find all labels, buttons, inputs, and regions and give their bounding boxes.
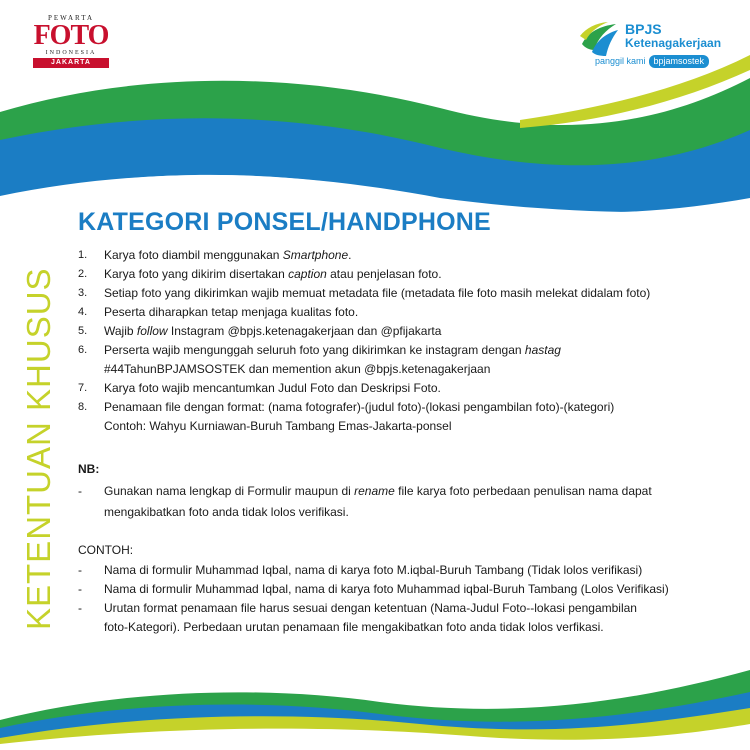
rule-number: 7. [78,382,88,394]
contoh-item-text: Nama di formulir Muhammad Iqbal, nama di karya foto M.iqbal-Buruh Tambang (Tidak lolos verifikasi) [104,563,643,577]
rule-text: Wajib follow Instagram @bpjs.ketenagakerjaan dan @pfijakarta [104,324,442,338]
side-title-vertical: KETENTUAN KHUSUS [20,267,57,630]
rule-number: 5. [78,325,88,337]
page-title: KATEGORI PONSEL/HANDPHONE [78,208,491,236]
contoh-item [78,561,718,580]
rule-item [78,379,718,398]
rule-number: 2. [78,268,88,280]
rule-number: 6. [78,344,88,356]
rule-text: Setiap foto yang dikirimkan wajib memuat metadata file (metadata file foto masih melekat didalam foto) [104,286,651,300]
nb-list [78,481,718,523]
nb-label: NB: [78,462,100,476]
rule-item [78,322,718,341]
contoh-item [78,580,718,599]
bullet-dash: - [78,582,82,596]
rule-item [78,284,718,303]
bpjs-tagline [595,54,709,68]
bpjs-leaf-icon [578,18,622,58]
bullet-dash: - [78,484,82,498]
rule-item [78,341,718,379]
rule-number: 1. [78,249,88,261]
rule-text: Karya foto diambil menggunakan Smartphone. [104,248,352,262]
contoh-item-text: Nama di formulir Muhammad Iqbal, nama di karya foto Muhammad iqbal-Buruh Tambang (Lolos Verifikasi) [104,582,669,596]
rule-item [78,398,718,436]
contoh-list [78,561,718,637]
bullet-dash: - [78,563,82,577]
logo-foto-mid-text: INDONESIA [45,50,97,56]
nb-item-text: Gunakan nama lengkap di Formulir maupun di rename file karya foto perbedaan penulisan nama dapat mengakibatkan foto anda tidak lolos verifikasi. [104,484,652,519]
logo-foto-city: JAKARTA [33,58,109,68]
rule-text: Perserta wajib mengunggah seluruh foto yang dikirimkan ke instagram dengan hastag #44TahunBPJAMSOSTEK dan memention akun @bpjs.ketenagakerjaan [104,343,561,376]
rule-number: 8. [78,401,88,413]
nb-item [78,481,718,523]
pewarta-foto-logo [33,14,109,70]
rule-item [78,265,718,284]
bpjs-name-line1: BPJS [625,21,662,37]
rule-text: Penamaan file dengan format: (nama fotografer)-(judul foto)-(lokasi pengambilan foto)-(kategori) Contoh: Wahyu Kurniawan-Buruh Tambang Emas-Jakarta-ponsel [104,400,615,433]
logo-foto-main-text: FOTO [33,20,109,51]
contoh-label: CONTOH: [78,543,134,557]
bpjs-tagline-pill: bpjamsostek [649,55,710,68]
rule-number: 4. [78,306,88,318]
rule-text: Karya foto wajib mencantumkan Judul Foto dan Deskripsi Foto. [104,381,441,395]
bpjs-name-line2: Ketenagakerjaan [625,36,722,50]
rules-list [78,246,718,436]
rule-item [78,303,718,322]
rule-text: Peserta diharapkan tetap menjaga kualitas foto. [104,305,359,319]
rule-number: 3. [78,287,88,299]
rule-text: Karya foto yang dikirim disertakan caption atau penjelasan foto. [104,267,442,281]
contoh-item-text: Urutan format penamaan file harus sesuai dengan ketentuan (Nama-Judul Foto--lokasi pengambilan foto-Kategori). Perbedaan urutan penamaan file mengakibatkan foto anda tidak lolos verfikasi. [104,601,637,634]
bpjs-tagline-prefix: panggil kami [595,56,646,66]
bullet-dash: - [78,601,82,615]
bpjs-ketenagakerjaan-logo [578,18,738,70]
contoh-item [78,599,718,637]
logo-foto-top-text: PEWARTA [47,14,95,22]
rule-item [78,246,718,265]
